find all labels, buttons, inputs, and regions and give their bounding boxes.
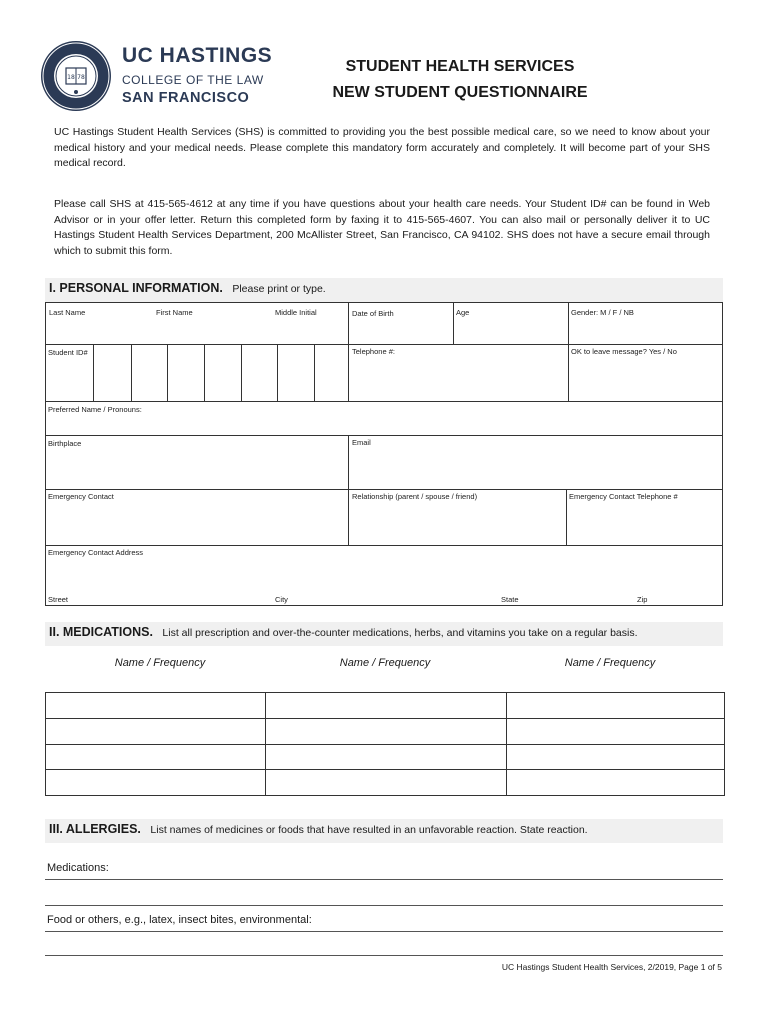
intro-paragraph-1: UC Hastings Student Health Services (SHS) is committed to providing you the best possible medical care, so we need to know about your medical history and your medical needs. Please complete this mandatory form accurately and completely. It will become part of your SHS medical record. bbox=[54, 126, 710, 169]
section-title: II. MEDICATIONS. bbox=[49, 625, 153, 639]
uc-hastings-logo bbox=[40, 40, 273, 116]
ok-message-field[interactable] bbox=[570, 359, 720, 399]
medication-cell[interactable] bbox=[508, 771, 723, 794]
allergy-medications-field-2[interactable] bbox=[45, 882, 723, 904]
emergency-contact-label: Emergency Contact bbox=[48, 492, 114, 501]
birthplace-label: Birthplace bbox=[48, 439, 82, 448]
brand-name: UC HASTINGS bbox=[122, 44, 273, 67]
section-personal-info-header bbox=[45, 278, 723, 302]
dob-field[interactable] bbox=[350, 318, 452, 342]
brand-location: SAN FRANCISCO bbox=[122, 90, 250, 106]
medication-cell[interactable] bbox=[47, 720, 264, 743]
emergency-address-label: Emergency Contact Address bbox=[48, 548, 144, 557]
medication-cell[interactable] bbox=[47, 771, 264, 794]
name-field[interactable] bbox=[47, 318, 347, 342]
emergency-phone-field[interactable] bbox=[568, 503, 720, 543]
column-header-2: Name / Frequency bbox=[339, 657, 431, 669]
allergy-medications-label: Medications: bbox=[47, 862, 109, 874]
page-title: STUDENT HEALTH SERVICES bbox=[345, 58, 575, 75]
ok-message-label: OK to leave message? Yes / No bbox=[571, 347, 677, 356]
age-field[interactable] bbox=[455, 318, 567, 342]
section-title: I. PERSONAL INFORMATION. bbox=[49, 281, 223, 295]
page-subtitle: NEW STUDENT QUESTIONNAIRE bbox=[332, 84, 588, 101]
emergency-contact-field[interactable] bbox=[47, 503, 347, 543]
emergency-phone-label: Emergency Contact Telephone # bbox=[569, 492, 678, 501]
column-header-1: Name / Frequency bbox=[114, 657, 206, 669]
section-description: Please print or type. bbox=[232, 283, 326, 295]
relationship-field[interactable] bbox=[350, 503, 565, 543]
medications-table bbox=[45, 692, 725, 796]
college-seal-icon bbox=[40, 40, 112, 112]
relationship-label: Relationship (parent / spouse / friend) bbox=[352, 492, 478, 501]
student-id-field[interactable] bbox=[95, 346, 347, 399]
section-description: List all prescription and over-the-counter medications, herbs, and vitamins you take on a regular basis. bbox=[162, 627, 638, 639]
allergy-food-field[interactable] bbox=[335, 910, 723, 930]
allergy-food-label: Food or others, e.g., latex, insect bites, environmental: bbox=[47, 914, 312, 926]
email-field[interactable] bbox=[350, 450, 720, 487]
personal-info-form bbox=[45, 302, 723, 606]
last-name-label: Last Name bbox=[49, 308, 86, 317]
section-description: List names of medicines or foods that have resulted in an unfavorable reaction. State reaction. bbox=[150, 824, 588, 836]
medication-cell[interactable] bbox=[47, 694, 264, 717]
preferred-name-label: Preferred Name / Pronouns: bbox=[48, 405, 142, 414]
medication-cell[interactable] bbox=[267, 694, 505, 717]
medication-cell[interactable] bbox=[267, 720, 505, 743]
column-header-3: Name / Frequency bbox=[564, 657, 656, 669]
gender-label: Gender: M / F / NB bbox=[571, 308, 634, 317]
section-title: III. ALLERGIES. bbox=[49, 822, 141, 836]
divider bbox=[45, 955, 723, 956]
medication-cell[interactable] bbox=[267, 771, 505, 794]
section-medications-header bbox=[45, 622, 723, 646]
medication-cell[interactable] bbox=[267, 746, 505, 768]
divider bbox=[45, 931, 723, 932]
city-label: City bbox=[275, 595, 288, 604]
first-name-label: First Name bbox=[156, 308, 193, 317]
seal-year-right: 78 bbox=[77, 74, 85, 81]
section-allergies-header bbox=[45, 819, 723, 843]
page-footer: UC Hastings Student Health Services, 2/2019, Page 1 of 5 bbox=[501, 962, 722, 972]
emergency-address-field[interactable] bbox=[47, 559, 721, 593]
divider bbox=[45, 905, 723, 906]
telephone-field[interactable] bbox=[350, 359, 566, 399]
medication-cell[interactable] bbox=[508, 746, 723, 768]
preferred-name-field[interactable] bbox=[47, 417, 721, 433]
allergy-medications-field[interactable] bbox=[120, 858, 723, 878]
medication-cell[interactable] bbox=[508, 720, 723, 743]
gender-field[interactable] bbox=[570, 318, 720, 342]
medication-cell[interactable] bbox=[47, 746, 264, 768]
student-id-label: Student ID# bbox=[48, 348, 88, 357]
seal-year-left: 18 bbox=[67, 74, 75, 81]
state-label: State bbox=[501, 595, 519, 604]
intro-paragraph-2: Please call SHS at 415-565-4612 at any time if you have questions about your health care needs. Your Student ID# can be found in Web Advisor or in your offer letter. Return this completed form by faxing it to 415-565-4607. You can also mail or personally deliver it to UC Hastings Student Health Services Department, 200 McAllister Street, San Francisco, CA 94102. SHS does not have a secure email through which to submit this form. bbox=[54, 198, 710, 257]
age-label: Age bbox=[456, 308, 470, 317]
email-label: Email bbox=[352, 438, 371, 447]
brand-subtitle: COLLEGE OF THE LAW bbox=[122, 73, 264, 87]
birthplace-field[interactable] bbox=[47, 450, 347, 487]
dob-label: Date of Birth bbox=[352, 309, 394, 318]
middle-initial-label: Middle Initial bbox=[275, 308, 317, 317]
divider bbox=[45, 879, 723, 880]
telephone-label: Telephone #: bbox=[352, 347, 395, 356]
street-label: Street bbox=[48, 595, 69, 604]
zip-label: Zip bbox=[637, 595, 648, 604]
medication-cell[interactable] bbox=[508, 694, 723, 717]
